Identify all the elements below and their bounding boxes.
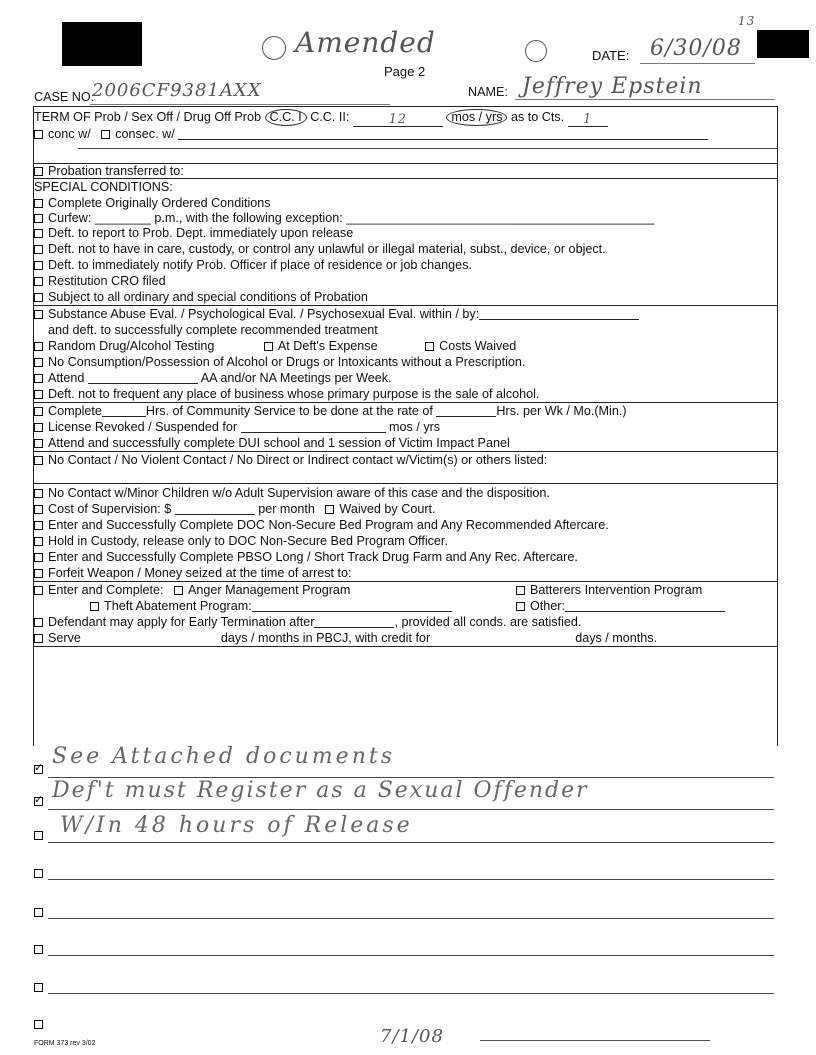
redaction-top-left	[62, 22, 142, 66]
hw-row-checkbox[interactable]	[34, 945, 43, 954]
no-consumption: No Consumption/Possession of Alcohol or Drugs or Intoxicants without a Prescription.	[34, 355, 525, 370]
dui-checkbox[interactable]	[34, 439, 43, 448]
license-checkbox[interactable]	[34, 423, 43, 432]
no-contact-checkbox[interactable]	[34, 456, 43, 465]
no-contact: No Contact / No Violent Contact / No Direct or Indirect contact w/Victim(s) or others listed:	[34, 453, 547, 468]
as-to-label: as to Cts.	[510, 110, 565, 124]
corner-note: 13	[738, 14, 756, 28]
cts-value: 1	[568, 111, 608, 127]
form-number: FORM 373 rev 3/02	[34, 1040, 96, 1047]
random-testing-checkbox[interactable]	[34, 342, 43, 351]
amended-circle-left	[262, 36, 286, 60]
cond-checkbox[interactable]	[34, 293, 43, 302]
hw-row-checkbox[interactable]	[34, 908, 43, 917]
date-label: DATE:	[592, 48, 630, 63]
name-label: NAME:	[468, 85, 508, 99]
dui-school: Attend and successfully complete DUI school and 1 session of Victim Impact Panel	[34, 436, 510, 451]
enter-complete: Enter and Complete: Anger Management Program	[34, 583, 350, 598]
early-checkbox[interactable]	[34, 618, 43, 627]
substance-treatment: and deft. to successfully complete recommended treatment	[48, 323, 378, 337]
conc-checkbox[interactable]	[34, 130, 43, 139]
cond-checkbox[interactable]	[34, 229, 43, 238]
anger-checkbox[interactable]	[174, 586, 183, 595]
forfeit-checkbox[interactable]	[34, 569, 43, 578]
case-label: CASE NO.	[34, 90, 95, 104]
forfeit-weapon: Forfeit Weapon / Money seized at the time of arrest to:	[34, 566, 352, 581]
batterers: Batterers Intervention Program	[516, 583, 702, 598]
early-termination: Defendant may apply for Early Termination after , provided all conds. are satisfied.	[34, 615, 581, 630]
consec-checkbox[interactable]	[101, 130, 110, 139]
expense-checkbox[interactable]	[264, 342, 273, 351]
no-consumption-checkbox[interactable]	[34, 358, 43, 367]
special-conditions-title: SPECIAL CONDITIONS:	[34, 180, 173, 194]
cost-supervision: Cost of Supervision: $ per month Waived by Court.	[34, 502, 436, 517]
hw-checkbox-2	[34, 794, 48, 809]
mos-yrs-circled	[446, 109, 507, 126]
frequent-checkbox[interactable]	[34, 390, 43, 399]
consec-label: consec. w/	[115, 127, 175, 141]
cc2-label: C.C. II:	[310, 110, 350, 124]
hw-row-checkbox[interactable]	[34, 765, 43, 774]
cond-report: Deft. to report to Prob. Dept. immediately upon release	[34, 226, 353, 241]
blank-row-4	[34, 866, 48, 881]
cond-checkbox[interactable]	[34, 199, 43, 208]
name-value: Jeffrey Epstein	[522, 74, 703, 99]
cond-custody: Deft. not to have in care, custody, or control any unlawful or illegal material, subst., device, or object.	[34, 242, 606, 257]
blank-row-5	[34, 905, 48, 920]
substance-checkbox[interactable]	[34, 310, 43, 319]
minor-children: No Contact w/Minor Children w/o Adult Supervision aware of this case and the disposition.	[34, 486, 550, 501]
waived-court-checkbox[interactable]	[325, 505, 334, 514]
cond-checkbox[interactable]	[34, 261, 43, 270]
cond-restitution: Restitution CRO filed	[34, 274, 166, 289]
amended-circle-right	[525, 40, 547, 62]
serve-checkbox[interactable]	[34, 634, 43, 643]
attend-checkbox[interactable]	[34, 374, 43, 383]
transfer-row	[34, 164, 184, 179]
hold-custody: Hold in Custody, release only to DOC Non-Secure Bed Program Officer.	[34, 534, 448, 549]
minor-checkbox[interactable]	[34, 489, 43, 498]
signature-date: 7/1/08	[380, 1026, 444, 1047]
hw-row-checkbox[interactable]	[34, 797, 43, 806]
community-checkbox[interactable]	[34, 407, 43, 416]
community-service: Complete Hrs. of Community Service to be done at the rate of Hrs. per Wk / Mo.(Min.)	[34, 404, 627, 419]
pbso-checkbox[interactable]	[34, 553, 43, 562]
other-checkbox[interactable]	[516, 602, 525, 611]
term-prefix: TERM OF Prob / Sex Off / Drug Off Prob	[34, 110, 261, 124]
batterers-checkbox[interactable]	[516, 586, 525, 595]
substance-eval: Substance Abuse Eval. / Psychological Eval. / Psychosexual Eval. within / by:	[34, 307, 639, 322]
cond-checkbox[interactable]	[34, 245, 43, 254]
doc-bed-checkbox[interactable]	[34, 521, 43, 530]
handwritten-line-2: Def't must Register as a Sexual Offender	[52, 778, 589, 803]
random-testing-row: Random Drug/Alcohol Testing At Deft's Expense Costs Waived	[34, 339, 516, 354]
blank-row-8	[34, 1017, 48, 1032]
cond-notify: Deft. to immediately notify Prob. Officer if place of residence or job changes.	[34, 258, 472, 273]
transfer-label: Probation transferred to:	[48, 164, 184, 178]
cond-curfew: Curfew: ________ p.m., with the following exception: ____________________________________________	[34, 211, 654, 226]
hw-row-checkbox[interactable]	[34, 983, 43, 992]
hw-row-checkbox[interactable]	[34, 831, 43, 840]
cond-ordinary: Subject to all ordinary and special conditions of Probation	[34, 290, 368, 305]
handwritten-line-3: W/In 48 hours of Release	[60, 813, 413, 838]
cond-original: Complete Originally Ordered Conditions	[34, 196, 271, 211]
page-number: Page 2	[384, 64, 426, 79]
theft-abatement: Theft Abatement Program:	[90, 599, 452, 614]
doc-bed: Enter and Successfully Complete DOC Non-Secure Bed Program and Any Recommended Aftercare.	[34, 518, 609, 533]
cond-checkbox[interactable]	[34, 214, 43, 223]
serve-days: Serve days / months in PBCJ, with credit for days / months.	[34, 631, 657, 646]
blank-row-6	[34, 942, 48, 957]
blank-row-7	[34, 980, 48, 995]
cc1-circled: C.C. I	[265, 109, 307, 126]
mos-yrs: mos / yrs	[451, 110, 503, 124]
other-program: Other:	[516, 599, 725, 614]
hw-checkbox-3	[34, 828, 48, 843]
redaction-top-right	[757, 30, 809, 58]
case-value: 2006CF9381AXX	[92, 80, 262, 101]
theft-checkbox[interactable]	[90, 602, 99, 611]
cond-checkbox[interactable]	[34, 277, 43, 286]
hw-checkbox-1	[34, 762, 48, 777]
cc2-value: 12	[353, 111, 443, 127]
license-revoked: License Revoked / Suspended for mos / yrs	[34, 420, 440, 435]
amended-handwriting: Amended	[295, 26, 436, 59]
conc-label: conc w/	[48, 127, 91, 141]
hw-row-checkbox[interactable]	[34, 869, 43, 878]
hw-row-checkbox[interactable]	[34, 1020, 43, 1029]
handwritten-line-1: See Attached documents	[52, 744, 395, 769]
date-value: 6/30/08	[650, 36, 742, 61]
term-line-1	[34, 109, 608, 127]
costs-waived-checkbox[interactable]	[425, 342, 434, 351]
cost-checkbox[interactable]	[34, 505, 43, 514]
enter-complete-checkbox[interactable]	[34, 586, 43, 595]
hold-checkbox[interactable]	[34, 537, 43, 546]
transfer-checkbox[interactable]	[34, 167, 43, 176]
pbso-farm: Enter and Successfully Complete PBSO Long / Short Track Drug Farm and Any Rec. Aftercare.	[34, 550, 578, 565]
not-frequent: Deft. not to frequent any place of business whose primary purpose is the sale of alcohol.	[34, 387, 539, 402]
attend-meetings: Attend AA and/or NA Meetings per Week.	[34, 371, 392, 386]
term-line-2	[34, 127, 708, 142]
